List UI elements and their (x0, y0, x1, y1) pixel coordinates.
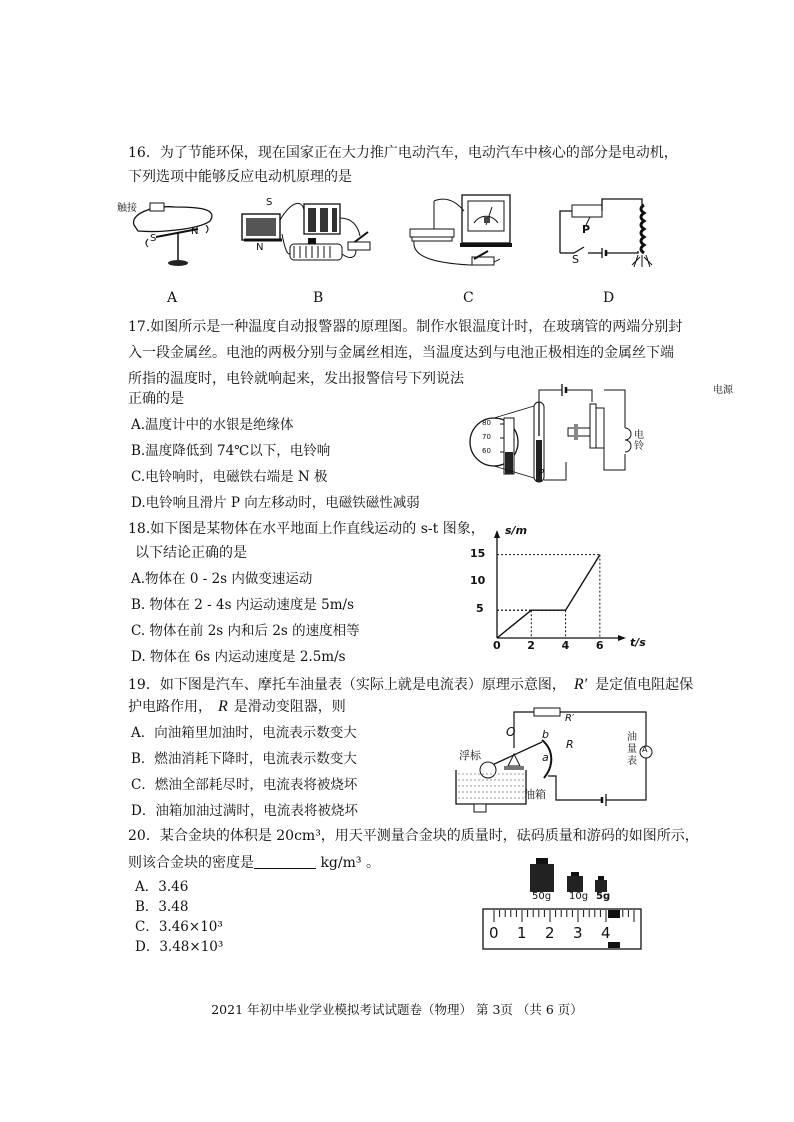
q16-figure-b (234, 196, 379, 274)
q16-b-label-s: S (266, 197, 273, 208)
q20-option-a[interactable]: A．3.46 (135, 879, 189, 895)
page-footer: 2021 年初中毕业学业模拟考试试题卷（物理） 第 3页 （共 6 页） (211, 1002, 583, 1017)
scale-label: 4 (601, 924, 611, 942)
q19-o-label: O (506, 725, 516, 739)
weight-10g-label: 10g (569, 891, 589, 902)
q17-line1: 17.如图所示是一种温度自动报警器的原理图。制作水银温度计时，在玻璃管的两端分别封 (128, 319, 683, 335)
q17-bell-label: 电铃 (634, 430, 644, 452)
x-tick-label: 4 (561, 639, 570, 652)
q17-option-d[interactable]: D.电铃响且滑片 P 向左移动时，电磁铁磁性减弱 (131, 495, 420, 511)
q18-option-d[interactable]: D. 物体在 6s 内运动速度是 2.5m/s (131, 649, 346, 665)
q19-gauge-label: 油量表 (627, 732, 637, 767)
scale-label: 1 (517, 924, 527, 942)
q16-option-a[interactable]: A (167, 290, 178, 306)
q16-figure-d (552, 195, 662, 275)
q20-answer-blank[interactable] (254, 854, 316, 869)
q17-tick-70: 70 (482, 433, 491, 441)
q19-float-label: 浮标 (459, 749, 481, 762)
q20-line1: 20．某合金块的体积是 20cm³，用天平测量合金块的质量时，砝码质量和游码的如图所示， (128, 828, 699, 844)
q17-power-label: 电源 (713, 385, 733, 396)
q19-option-a[interactable]: A．向油箱里加油时，电流表示数变大 (131, 725, 357, 741)
q18-line1: 18.如下图是某物体在水平地面上作直线运动的 s-t 图象， (128, 521, 485, 537)
q17-p-label: P (538, 468, 545, 479)
q19-option-b[interactable]: B．燃油消耗下降时，电流表示数变大 (131, 751, 357, 767)
q16-line1: 16．为了节能环保，现在国家正在大力推广电动汽车，电动汽车中核心的部分是电动机， (128, 145, 678, 161)
q16-a-label-s: S (150, 233, 157, 244)
series-line (497, 555, 600, 638)
x-tick-label: 6 (595, 639, 604, 652)
q17-option-c[interactable]: C.电铃响时，电磁铁右端是 N 极 (131, 469, 328, 485)
q17-line2: 入一段金属丝。电池的两极分别与金属丝相连，当温度达到与电池正极相连的金属丝下端 (128, 345, 674, 361)
q19-ammeter-label: A (642, 745, 648, 754)
q19-r-prime: R′ (573, 676, 588, 693)
st-chart (480, 528, 640, 652)
x-tick-label: 2 (527, 639, 535, 652)
q17-figure (470, 380, 660, 490)
y-tick-label: 5 (476, 602, 484, 616)
scale-label: 3 (573, 924, 583, 942)
q16-option-d[interactable]: D (603, 290, 615, 306)
q18-line2: 以下结论正确的是 (135, 545, 247, 561)
q19-tank-label: 油箱 (524, 788, 546, 801)
q16-option-b[interactable]: B (313, 290, 324, 306)
q20-line2-b: kg/m³ 。 (316, 855, 380, 871)
q16-line2: 下列选项中能够反应电动机原理的是 (128, 169, 352, 185)
x-tick-label: 0 (493, 639, 501, 652)
q20-line2 (128, 850, 380, 876)
chart-ylabel: s/m (505, 524, 528, 537)
q19-option-d[interactable]: D．油箱加油过满时，电流表将被烧坏 (131, 803, 358, 819)
q18-option-a[interactable]: A.物体在 0 - 2s 内做变速运动 (131, 571, 313, 587)
q16-d-label-s: S (572, 253, 579, 266)
q18-option-c[interactable]: C. 物体在前 2s 内和后 2s 的速度相等 (131, 623, 360, 639)
q19-line1-a: 19．如下图是汽车、摩托车油量表（实际上就是电流表）原理示意图， (128, 677, 566, 693)
q16-a-label-n: N (191, 226, 199, 237)
q16-figure-c (404, 193, 529, 273)
q17-line3: 所指的温度时，电铃就响起来，发出报警信号下列说法 (128, 371, 464, 387)
q20-line2-a: 则该合金块的密度是 (128, 855, 254, 871)
q17-tick-60: 60 (482, 447, 491, 455)
y-tick-label: 10 (470, 574, 486, 588)
q17-tick-80: 80 (482, 419, 491, 427)
q19-line2 (128, 694, 346, 720)
q19-r-label: R (566, 738, 574, 751)
q19-line2-a: 护电路作用， (128, 699, 212, 715)
scale-label: 0 (489, 924, 499, 942)
chart-xlabel: t/s (630, 636, 646, 649)
q17-option-b[interactable]: B.温度降低到 74℃以下，电铃响 (131, 443, 331, 459)
weight-50g-label: 50g (532, 891, 552, 902)
q16-d-label-p: P (582, 223, 591, 236)
q19-line2-b: 是滑动变阻器，则 (233, 699, 346, 715)
q20-option-b[interactable]: B．3.48 (135, 899, 189, 915)
q16-option-c[interactable]: C (463, 290, 474, 306)
q19-r: R (218, 698, 228, 715)
q19-a-label: a (542, 751, 549, 764)
q18-option-b[interactable]: B. 物体在 2 - 4s 内运动速度是 5m/s (131, 597, 354, 613)
q16-b-label-n: N (256, 242, 264, 253)
weight-5g-label: 5g (596, 891, 611, 902)
rider-scale (482, 908, 642, 950)
q19-b-label: b (542, 728, 549, 741)
q16-a-label-top: 触接 (117, 203, 137, 214)
q20-option-c[interactable]: C．3.46×10³ (135, 919, 223, 935)
y-tick-label: 15 (470, 546, 486, 560)
q17-option-a[interactable]: A.温度计中的水银是绝缘体 (131, 417, 294, 433)
q17-line4: 正确的是 (128, 391, 184, 407)
q20-option-d[interactable]: D．3.48×10³ (135, 939, 224, 955)
q19-rp-label: R′ (565, 713, 575, 724)
q19-option-c[interactable]: C．燃油全部耗尽时，电流表将被烧坏 (131, 777, 358, 793)
q19-line1-b: 是定值电阻起保 (595, 677, 694, 693)
scale-label: 2 (545, 924, 555, 942)
